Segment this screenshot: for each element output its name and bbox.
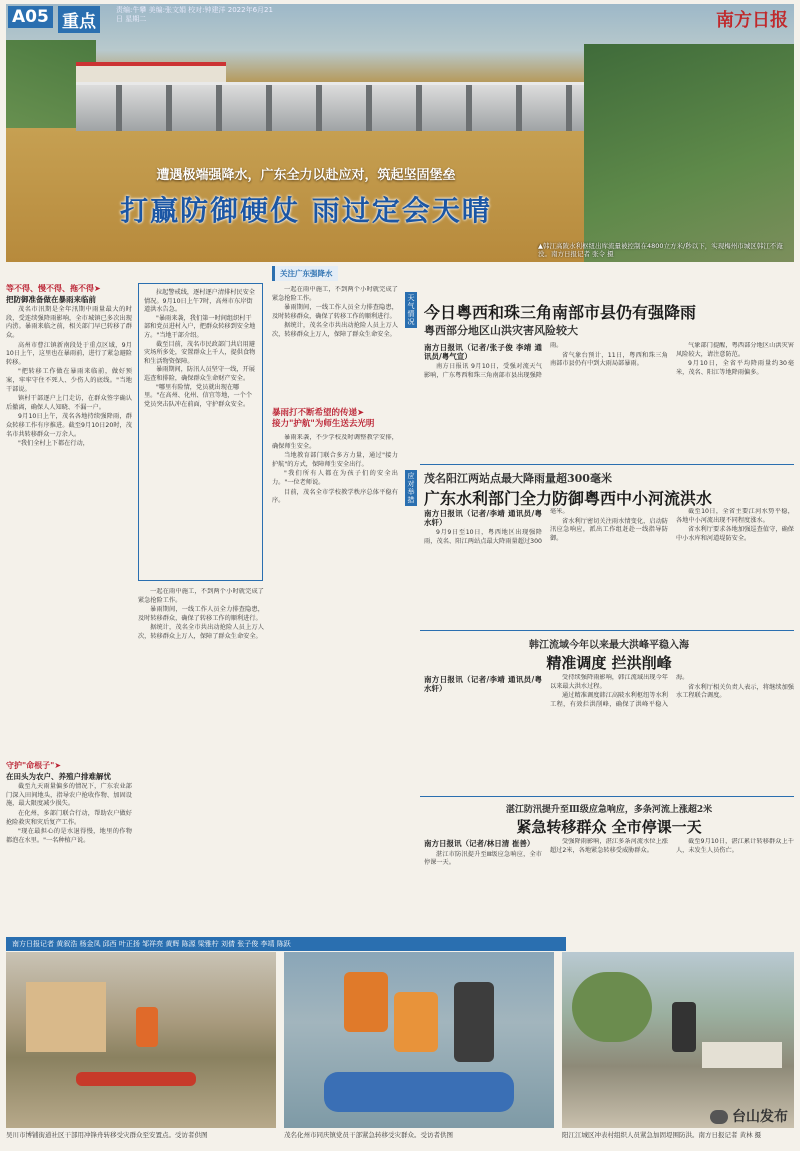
story1-para: 气象部门提醒，粤西部分地区山洪灾害风险较大，请注意防范。 [676,342,794,358]
boat-shape [324,1072,514,1112]
watermark [710,1106,788,1126]
left2-kicker: 守护"命根子"➤ [6,761,62,770]
story2-para: 9月9日至10日，粤西地区出现强降雨，茂名、阳江两站点最大降雨量超过300毫米。 [424,508,569,545]
photo-strip [6,952,794,1146]
story2-title: 广东水利部门全力防御粤西中小河流洪水 [424,489,713,508]
divider [420,464,794,465]
hero-photo [6,4,794,262]
story3-para: 通过精准调度韩江高陂水利枢纽等水利工程，有效拦洪削峰，确保了洪峰平稳入海。 [550,674,689,708]
mid-para: 一起在雨中施工，不到两个小时就完成了紧急抢险工作。 [138,588,264,604]
story3-title: 精准调度 拦洪削峰 [546,654,672,672]
story2-byline: 南方日报讯（记者/李靖 通讯员/粤水轩） [424,509,542,527]
story3-byline: 南方日报讯（记者/李靖 通讯员/粤水轩） [424,675,542,693]
mid2-para: "我们所有人都在为孩子们的安全出力。"一位老师说。 [272,470,398,486]
person-shape [454,982,494,1062]
story4-para: 湛江市防汛提升至Ⅲ级应急响应，全市停课一天。 [424,850,542,867]
story4-body [424,838,794,934]
middle-column-top [272,286,398,404]
credits-bar: 南方日报记者 黄叙浩 杨金凤 邱西 叶正扬 邹祥亮 黄辉 陈源 梁雅柠 刘倩 张子俊 李靖 陈跃 [6,937,566,951]
rescuer-shape [136,1007,158,1047]
story2-para: 截至10日，全省主要江河水势平稳，各地中小河流出现不同程度涨水。 [676,508,794,524]
left-para: 9月10日上午，茂名各地持续强降雨，群众转移工作有序推进。截至9月10日20时，茂名市共转移群众一万余人。 [6,413,132,438]
topic-tag [272,266,422,282]
page-number: A05 [8,6,53,28]
story4-byline: 南方日报讯（记者/林日清 崔善） [424,839,535,848]
story1-body [424,342,794,460]
box-para: "哪里有险情，党员就出现在哪里。"在高州、化州、信宜等地，一个个党员突击队冲在前面，守护群众安全。 [144,383,253,408]
story2-para: 省水利厅密切关注雨水情变化，启动防汛应急响应，派出工作组赶赴一线指导防御。 [550,517,668,542]
story1-byline: 南方日报讯（记者/张子俊 李靖 通讯员/粤气宣） [424,343,542,361]
person-shape [672,1002,696,1052]
mid-para: 据统计，茂名全市共出动抢险人员上万人次，转移群众上万人，保障了群众生命安全。 [138,624,264,640]
topic-tag-label: 关注广东强降水 [272,266,338,281]
left-para: 茂名市汛期是全年汛期中雨量最大的时段，受连续强降雨影响，全市城镇已多次出现内涝。暴雨来临之前，相关部门早已转移了群众。 [6,306,132,339]
photo-2-caption-wrap [284,1130,554,1146]
left-mid-column [138,588,264,932]
left-para: "我们全村上下都在行动， [18,440,89,448]
photo-2-caption: 茂名化州市同庆镇党员干部紧急转移受灾群众。受访者供图 [284,1131,453,1139]
left-para: "把转移工作做在暴雨来临前，做好预案，牢牢守住不死人、少伤人的底线。"当地干部说。 [6,368,132,393]
mid2-para: 目前，茂名全市学校教学秩序总体平稳有序。 [272,488,398,505]
photo-1-caption-wrap [6,1130,276,1146]
story1-para: 9月10日，全省平均降雨量约30毫米，茂名、阳江等地降雨偏多。 [676,360,794,376]
brand-logo: 南方日报 [716,10,788,31]
left2-para: "现在最担心的是水退得慢，地里的作物都泡在水里。"一名种植户说。 [6,828,132,844]
box-para: 截至目前，茂名市民政部门共启用避灾场所多处，安置群众上千人，提供食物和生活物资保障。 [144,340,256,365]
rescuer-shape [394,992,438,1052]
boat-shape [76,1072,196,1086]
editors-line: 责编:牛攀 美编:张文娟 校对:钟建洋 2022年6月21日 星期二 [116,6,273,23]
photo-1 [6,952,276,1128]
story3-para: 受持续强降雨影响，韩江流域出现今年以来最大洪水过程。 [550,674,668,690]
dam-structure [76,82,636,131]
mid-para: 据统计，茂名全市共出动抢险人员上万人次，转移群众上万人，保障了群众生命安全。 [272,322,398,338]
right-bank [584,44,794,262]
left-column-2 [6,760,132,932]
sandbags-shape [702,1042,782,1068]
story3-kicker: 韩江流域今年以来最大洪峰平稳入海 [529,640,689,651]
story3-para: 省水利厅相关负责人表示，将继续加强水工程联合调度。 [676,683,794,700]
photo-3-caption-wrap [562,1130,794,1146]
left-title: 把防御准备做在暴雨来临前 [6,294,96,304]
building-shape [26,982,106,1052]
mid2-para: 当地教育部门联合多方力量，通过"接力护航"的方式，保障师生安全出行。 [272,452,398,468]
mid-para: 暴雨期间，一线工作人员全力排查隐患，及时转移群众，确保了转移工作的顺利进行。 [272,304,398,320]
hero-headline: 打赢防御硬仗 雨过定会天晴 [120,194,492,227]
story1-title: 今日粤西和珠三角南部市县仍有强降雨 [424,303,697,322]
middle-column [272,434,398,932]
hero-subtitle: 遭遇极端强降水，广东全力以赴应对，筑起坚固堡垒 [156,168,456,183]
mid2-para: 暴雨来袭，不少学校及时调整教学安排，确保师生安全。 [272,434,398,450]
story2-kicker: 茂名阳江两站点最大降雨量超300毫米 [424,472,612,485]
left2-para: 截至九天雨量偏多的情况下，广东农业部门深入田间地头，指导农户抢收作物、加固设施，最大限度减少损失。 [6,783,132,808]
box-para: 拉起警戒线，逐村逐户清排村民安全情况。9月10日上午7时，高州市东岸街道洪水告急。 [144,289,255,314]
hero-caption: ▲韩江高陂水利枢纽出库流量被控制在4800立方米/秒以下，实现梅州市城区韩江不淹没。南方日报记者 张令 摄 [538,242,783,258]
rescuer-shape [344,972,388,1032]
middle-subhead: 暴雨打不断希望的传递➤ 接力"护航"为师生送去光明 [272,408,375,429]
watermark-text: 台山发布 [732,1109,788,1125]
boxed-article [138,283,263,581]
tree-shape [572,972,652,1042]
story4-para: 受强降雨影响，湛江多条河流水位上涨超过2米，各地紧急转移受威胁群众。 [550,838,668,854]
wechat-icon [710,1110,728,1124]
side-tag-weather: 天气情况 [405,292,417,328]
story1-para: 南方日报讯 9月10日，受强对流天气影响，广东粤西和珠三角南部市县出现强降雨。 [424,342,563,379]
left-para: 镇村干部逐户上门走访，在群众签字确认后撤离，确保人人知晓、不漏一户。 [6,395,132,411]
box-para: "暴雨来袭，我们第一时间组织村干部和党员进村入户，把群众转移到安全地方。"当地干部介绍。 [144,314,256,339]
divider [420,630,794,631]
divider [420,796,794,797]
story3-body [424,674,794,792]
photo-1-caption: 吴川市博铺街道社区干部用冲锋舟转移受灾群众至安置点。受访者供图 [6,1131,208,1139]
left2-para: 在化州，多部门联合行动，帮助农户做好抢险救灾和灾后复产工作。 [6,809,132,826]
story2-para: 省水利厅要求各地加强巡查值守，确保中小水库和河道堤防安全。 [676,526,794,542]
story2-body [424,508,794,626]
mid-para: 暴雨期间，一线工作人员全力排查隐患，及时转移群众，确保了转移工作的顺利进行。 [138,606,264,622]
story4-para: 截至9月10日，湛江累计转移群众上千人，未发生人员伤亡。 [676,838,794,854]
box-para: 暴雨期间，防汛人员坚守一线，开展巡查和排险，确保群众生命财产安全。 [144,366,255,382]
left2-title: 在田头为农户、养殖户排难解忧 [6,771,111,781]
left-kicker: 等不得、慢不得、拖不得➤ [6,284,101,293]
story4-title: 紧急转移群众 全市停课一天 [516,818,702,836]
left-column [6,283,132,753]
left-para: 高州市曹江镇新南段处于重点区域，9月10日上午，这里也在暴雨前，进行了紧急避险转移。 [6,341,132,366]
photo-2 [284,952,554,1128]
section-name: 重点 [58,6,100,33]
side-tag-response: 应对举措 [405,470,417,506]
masthead [6,4,794,32]
mid-para: 一起在雨中施工，不到两个小时就完成了紧急抢险工作。 [272,286,398,302]
story4-kicker: 湛江防汛提升至Ⅲ级应急响应，多条河流上涨超2米 [505,805,713,815]
photo-3 [562,952,794,1128]
story1-subtitle: 粤西部分地区山洪灾害风险较大 [424,324,578,337]
hero-overlay [46,164,566,248]
photo-3-caption: 阳江江城区冲表村组织人员紧急加固堤围防洪。南方日报记者 黄林 摄 [562,1131,762,1139]
story1-para: 省气象台预计，11日，粤西和珠三角南部市县仍有中到大雨局部暴雨。 [550,351,668,368]
